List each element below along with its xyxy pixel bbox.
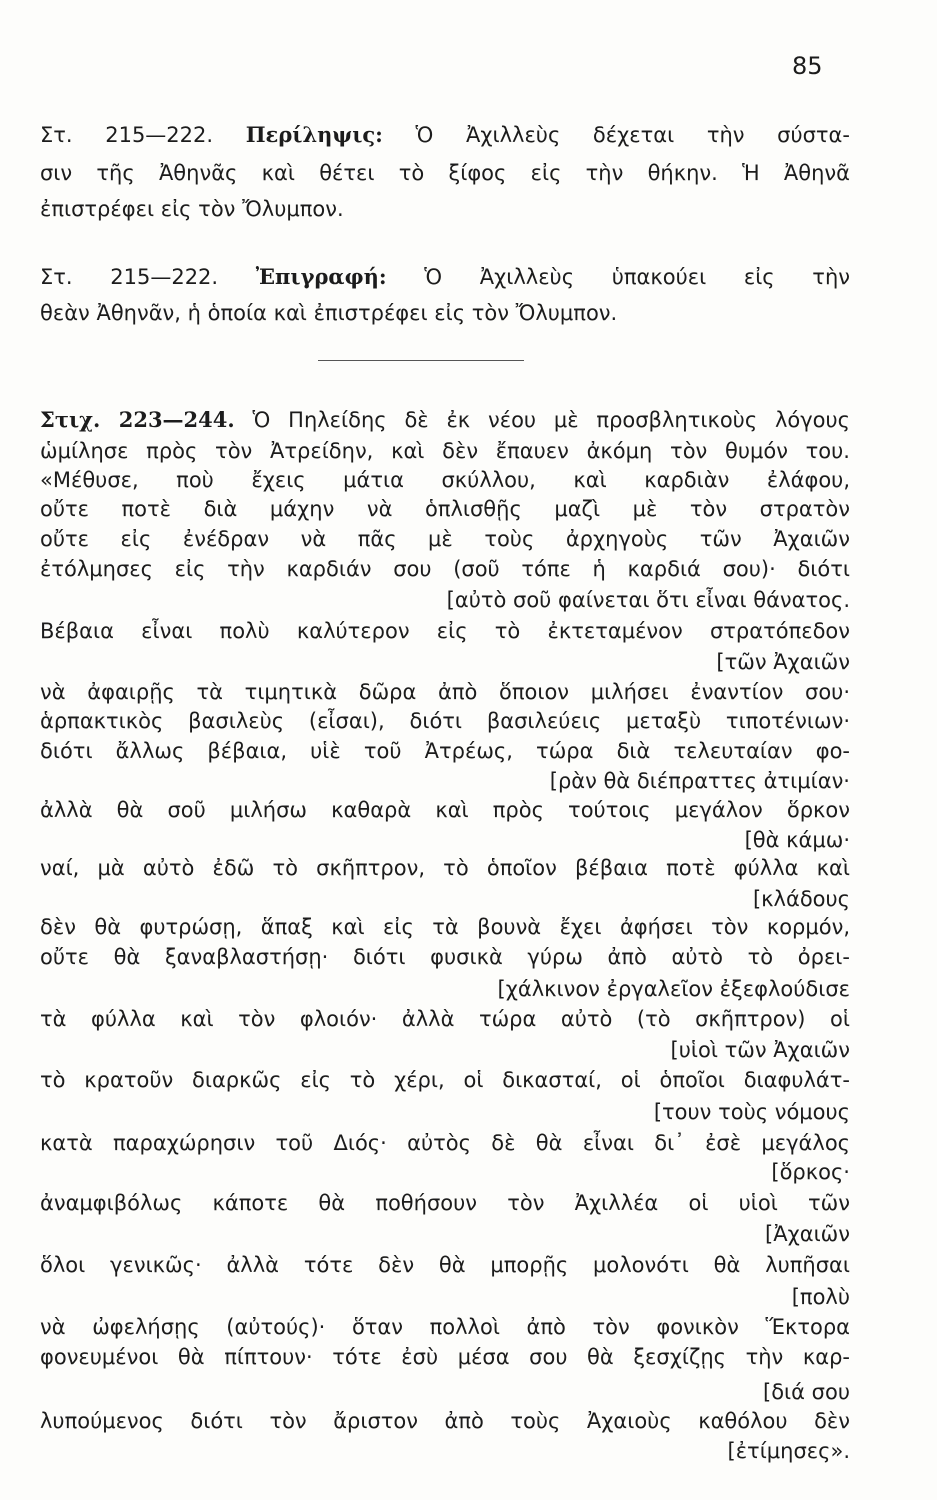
verse-continuation: [χάλκινον ἐργαλεῖον ἐξεφλούδισε — [497, 977, 850, 1001]
translation-ref: Στιχ. 223—244. — [40, 407, 235, 432]
summary-line-1 — [40, 120, 850, 150]
verse-line: ἁρπακτικὸς βασιλεὺς (εἶσαι), διότι βασιλεύεις μεταξὺ τιποτένιων· — [40, 709, 850, 733]
summary-text-1: Ὁ Ἀχιλλεὺς δέχεται τὴν σύστα- — [415, 123, 850, 147]
epigraph-text-1: Ὁ Ἀχιλλεὺς ὑπακούει εἰς τὴν — [424, 265, 850, 289]
section-divider — [318, 360, 524, 361]
verse-line: ἀλλὰ θὰ σοῦ μιλήσω καθαρὰ καὶ πρὸς τούτοις μεγάλον ὅρκον — [40, 798, 850, 822]
epigraph-ref: Στ. 215—222. — [40, 265, 219, 289]
verse-line: δὲν θὰ φυτρώσῃ, ἅπαξ καὶ εἰς τὰ βουνὰ ἔχει ἀφήσει τὸν κορμόν, — [40, 915, 850, 939]
verse-continuation: [ρὰν θὰ διέπραττες ἀτιμίαν· — [549, 769, 850, 793]
verse-line: ἐτόλμησες εἰς τὴν καρδιάν σου (σοῦ τόπε ἡ καρδιά σου)· διότι — [40, 557, 850, 581]
verse-line: Βέβαια εἶναι πολὺ καλύτερον εἰς τὸ ἐκτεταμένον στρατόπεδον — [40, 619, 850, 643]
verse-continuation: [ὅρκος· — [771, 1160, 850, 1184]
verse-continuation: [διά σου — [763, 1380, 850, 1404]
epigraph-line-1 — [40, 262, 850, 292]
translation-text-first: Ὁ Πηλείδης δὲ ἐκ νέου μὲ προσβλητικοὺς λόγους — [252, 408, 850, 432]
verse-line: νὰ ἀφαιρῇς τὰ τιμητικὰ δῶρα ἀπὸ ὅποιον μιλήσει ἐναντίον σου· — [40, 680, 850, 704]
verse-line: φονευμένοι θὰ πίπτουν· τότε ἐσὺ μέσα σου θὰ ξεσχίζῃς τὴν καρ- — [40, 1345, 850, 1369]
verse-continuation: [Ἀχαιῶν — [765, 1222, 850, 1246]
verse-line: ἀναμφιβόλως κάποτε θὰ ποθήσουν τὸν Ἀχιλλέα οἱ υἱοὶ τῶν — [40, 1191, 850, 1215]
verse-continuation: [τῶν Ἀχαιῶν — [716, 650, 850, 674]
epigraph-label: Ἐπιγραφή: — [255, 264, 387, 289]
summary-ref: Στ. 215—222. — [40, 123, 214, 147]
verse-line: οὔτε θὰ ξαναβλαστήσῃ· διότι φυσικὰ γύρω ἀπὸ αὐτὸ τὸ ὀρει- — [40, 945, 850, 969]
page-number: 85 — [792, 52, 823, 80]
verse-line: οὔτε εἰς ἐνέδραν νὰ πᾶς μὲ τοὺς ἀρχηγοὺς τῶν Ἀχαιῶν — [40, 527, 850, 551]
verse-line: διότι ἄλλως βέβαια, υἱὲ τοῦ Ἀτρέως, τώρα διὰ τελευταίαν φο- — [40, 739, 850, 763]
verse-continuation: [θὰ κάμω· — [744, 828, 850, 852]
verse-line: «Μέθυσε, ποὺ ἔχεις μάτια σκύλλου, καὶ καρδιὰν ἐλάφου, — [40, 468, 850, 492]
verse-continuation: [ἐτίμησες». — [727, 1439, 850, 1463]
verse-continuation: [κλάδους — [752, 887, 850, 911]
summary-line-3: ἐπιστρέφει εἰς τὸν Ὄλυμπον. — [40, 197, 344, 221]
verse-continuation: [τουν τοὺς νόμους — [653, 1100, 850, 1124]
verse-line: οὔτε ποτὲ διὰ μάχην νὰ ὁπλισθῇς μαζὶ μὲ τὸν στρατὸν — [40, 497, 850, 521]
verse-continuation: [πολὺ — [791, 1285, 850, 1309]
verse-line: τὸ κρατοῦν διαρκῶς εἰς τὸ χέρι, οἱ δικασταί, οἱ ὁποῖοι διαφυλάτ- — [40, 1068, 850, 1092]
summary-line-2: σιν τῆς Ἀθηνᾶς καὶ θέτει τὸ ξίφος εἰς τὴν θήκην. Ἡ Ἀθηνᾶ — [40, 161, 850, 185]
verse-line: ναί, μὰ αὐτὸ ἐδῶ τὸ σκῆπτρον, τὸ ὁποῖον βέβαια ποτὲ φύλλα καὶ — [40, 856, 850, 880]
summary-label: Περίληψις: — [245, 122, 383, 147]
verse-continuation: [αὐτὸ σοῦ φαίνεται ὅτι εἶναι θάνατος. — [446, 588, 850, 612]
verse-line: λυπούμενος διότι τὸν ἄριστον ἀπὸ τοὺς Ἀχαιοὺς καθόλου δὲν — [40, 1409, 850, 1433]
epigraph-line-2: θεὰν Ἀθηνᾶν, ἡ ὁποία καὶ ἐπιστρέφει εἰς τὸν Ὄλυμπον. — [40, 301, 618, 325]
translation-line-first — [40, 405, 850, 435]
verse-line: νὰ ὠφελήσῃς (αὐτούς)· ὅταν πολλοὶ ἀπὸ τὸν φονικὸν Ἕκτορα — [40, 1315, 850, 1339]
verse-continuation: [υἱοὶ τῶν Ἀχαιῶν — [670, 1038, 850, 1062]
verse-line: κατὰ παραχώρησιν τοῦ Διός· αὐτὸς δὲ θὰ εἶναι δι᾿ ἐσὲ μεγάλος — [40, 1131, 850, 1155]
verse-line: ὡμίλησε πρὸς τὸν Ἀτρείδην, καὶ δὲν ἔπαυεν ἀκόμη τὸν θυμόν του. — [40, 439, 850, 463]
verse-line: ὅλοι γενικῶς· ἀλλὰ τότε δὲν θὰ μπορῇς μολονότι θὰ λυπῆσαι — [40, 1253, 850, 1277]
verse-line: τὰ φύλλα καὶ τὸν φλοιόν· ἀλλὰ τώρα αὐτὸ (τὸ σκῆπτρον) οἱ — [40, 1007, 850, 1031]
